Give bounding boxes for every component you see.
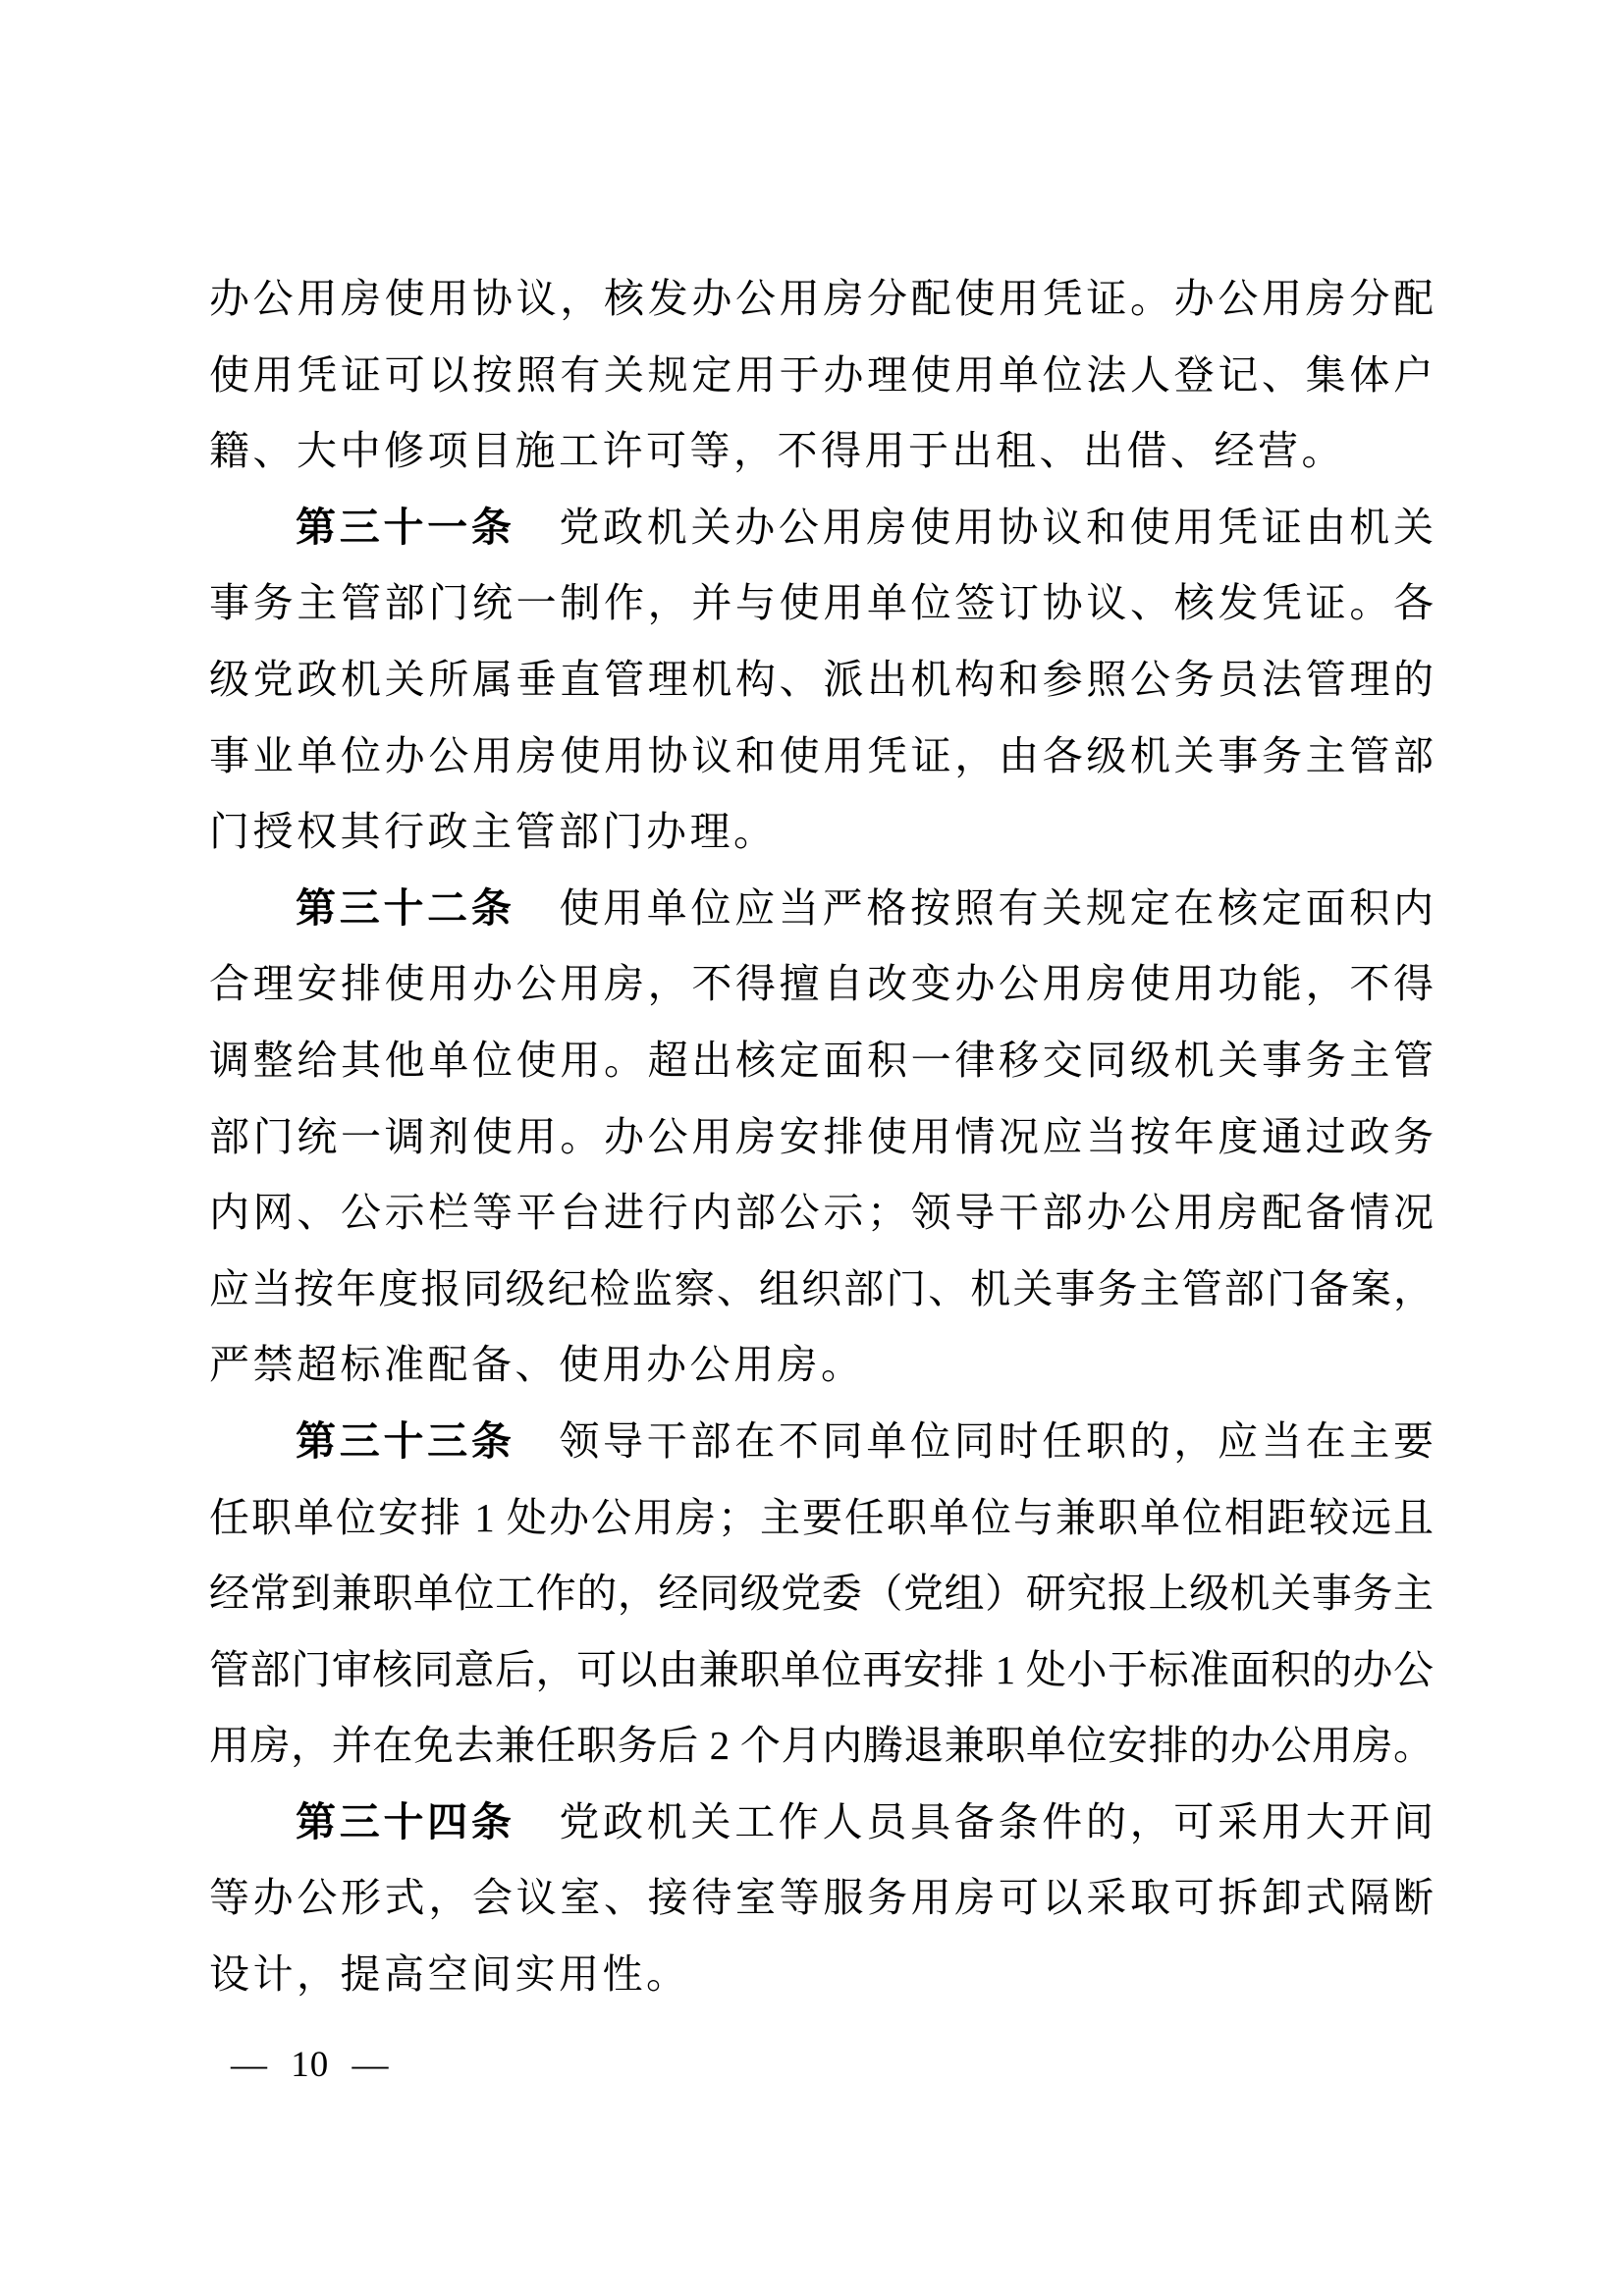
text-line (209, 1480, 1434, 1557)
line-text: 内网、公示栏等平台进行内部公示；领导干部办公用房配备情况 (209, 1190, 1434, 1236)
text-line (209, 1556, 1434, 1632)
text-block (209, 261, 1434, 2013)
text-line (209, 1937, 1434, 2013)
line-text: 部门统一调剂使用。办公用房安排使用情况应当按年度通过政务 (209, 1113, 1434, 1159)
text-line (209, 1327, 1434, 1404)
line-text: 籍、大中修项目施工许可等，不得用于出租、出借、经营。 (209, 428, 1345, 474)
text-line (209, 565, 1434, 642)
text-line (209, 719, 1434, 795)
line-text: 使用单位应当严格按照有关规定在核定面积内 (514, 884, 1434, 931)
text-line (209, 1785, 1434, 1861)
text-line (209, 871, 1434, 947)
text-line (209, 642, 1434, 719)
text-line (209, 1099, 1434, 1176)
line-text: 级党政机关所属垂直管理机构、派出机构和参照公务员法管理的 (209, 656, 1434, 702)
article-number-31: 第三十一条 (296, 504, 515, 550)
text-line (209, 1860, 1434, 1937)
text-line (209, 338, 1434, 414)
line-text: 任职单位安排 1 处办公用房；主要任职单位与兼职单位相距较远且 (209, 1494, 1434, 1540)
line-text: 办公用房使用协议，核发办公用房分配使用凭证。办公用房分配 (209, 276, 1434, 321)
line-text: 合理安排使用办公用房，不得擅自改变办公用房使用功能，不得 (209, 961, 1434, 1007)
line-text: 用房，并在免去兼任职务后 2 个月内腾退兼职单位安排的办公用房。 (209, 1723, 1434, 1769)
line-text: 调整给其他单位使用。超出核定面积一律移交同级机关事务主管 (209, 1037, 1434, 1083)
text-line (209, 261, 1434, 338)
line-text: 等办公形式，会议室、接待室等服务用房可以采取可拆卸式隔断 (209, 1875, 1434, 1921)
text-line (209, 1708, 1434, 1785)
line-text: 应当按年度报同级纪检监察、组织部门、机关事务主管部门备案， (209, 1265, 1434, 1311)
text-line (209, 1404, 1434, 1480)
line-text: 严禁超标准配备、使用办公用房。 (209, 1342, 865, 1388)
text-line (209, 946, 1434, 1023)
text-line (209, 794, 1434, 871)
text-line (209, 490, 1434, 566)
line-text: 领导干部在不同单位同时任职的，应当在主要 (514, 1417, 1434, 1464)
line-text: 使用凭证可以按照有关规定用于办理使用单位法人登记、集体户 (209, 351, 1434, 398)
line-text: 门授权其行政主管部门办理。 (209, 809, 778, 855)
text-line (209, 1632, 1434, 1709)
line-text: 经常到兼职单位工作的，经同级党委（党组）研究报上级机关事务主 (209, 1571, 1434, 1617)
line-text: 党政机关办公用房使用协议和使用凭证由机关 (514, 504, 1434, 550)
text-line (209, 1023, 1434, 1099)
article-number-33: 第三十三条 (296, 1417, 515, 1464)
line-text: 事务主管部门统一制作，并与使用单位签订协议、核发凭证。各 (209, 580, 1434, 626)
line-text: 管部门审核同意后，可以由兼职单位再安排 1 处小于标准面积的办公 (209, 1646, 1434, 1692)
text-line (209, 1252, 1434, 1328)
article-number-32: 第三十二条 (296, 884, 515, 931)
line-text: 设计，提高空间实用性。 (209, 1951, 690, 1998)
article-number-34: 第三十四条 (296, 1798, 515, 1844)
page-number: — 10 — (231, 2045, 390, 2085)
text-line (209, 413, 1434, 490)
line-text: 党政机关工作人员具备条件的，可采用大开间 (514, 1798, 1434, 1844)
line-text: 事业单位办公用房使用协议和使用凭证，由各级机关事务主管部 (209, 732, 1434, 778)
text-line (209, 1175, 1434, 1252)
